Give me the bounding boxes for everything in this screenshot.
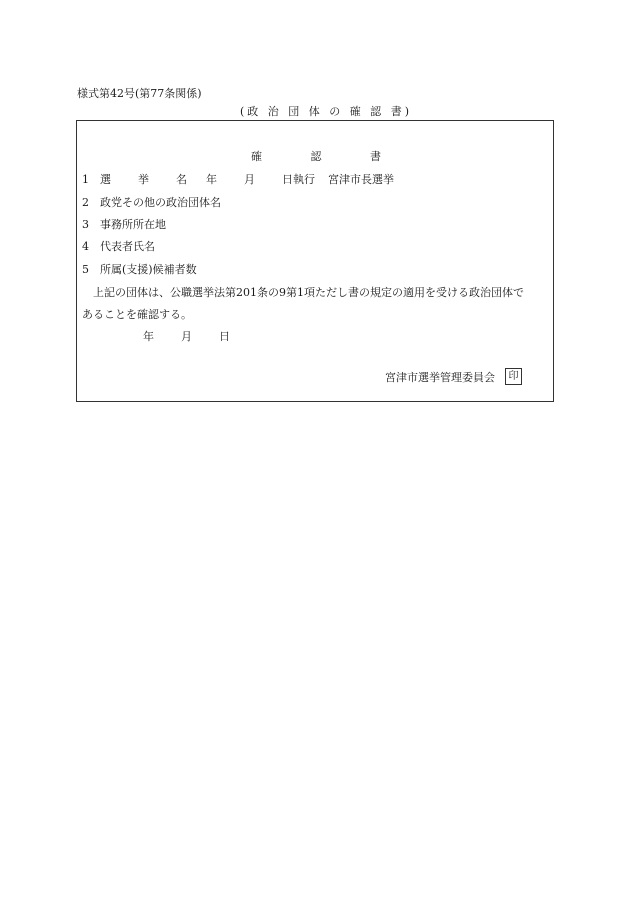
item-office-address	[82, 216, 166, 232]
item-label: 政党その他の政治団体名	[100, 196, 221, 209]
title-char: 確	[251, 150, 262, 163]
item-label: 事務所所在地	[100, 218, 166, 231]
certificate-title	[251, 148, 381, 164]
confirmation-statement	[82, 282, 550, 326]
item-label: 選 挙 名	[100, 173, 195, 186]
seal-mark: 印	[505, 368, 522, 385]
statement-line: あることを確認する。	[82, 308, 192, 321]
item-party-name	[82, 194, 221, 210]
item-candidates-count	[82, 261, 197, 277]
item-representative	[82, 238, 155, 254]
item-number: 2	[82, 196, 89, 209]
month-label: 月	[244, 173, 255, 186]
election-date	[206, 171, 394, 187]
item-number: 4	[82, 240, 89, 253]
item-election-name	[82, 171, 195, 187]
title-char: 書	[370, 150, 381, 163]
form-number: 様式第42号(第77条関係)	[77, 87, 202, 100]
item-label: 代表者氏名	[100, 240, 155, 253]
item-number: 3	[82, 218, 89, 231]
issuer-name: 宮津市選挙管理委員会	[385, 370, 495, 384]
confirmation-date	[143, 328, 230, 344]
month-label: 月	[181, 330, 192, 343]
year-label: 年	[206, 173, 217, 186]
item-number: 5	[82, 263, 89, 276]
year-label: 年	[143, 330, 154, 343]
item-number: 1	[82, 173, 89, 186]
statement-line: 上記の団体は、公職選挙法第201条の9第1項ただし書の規定の適用を受ける政治団体で	[93, 286, 524, 299]
item-label: 所属(支援)候補者数	[100, 263, 197, 276]
day-label: 日	[219, 330, 230, 343]
document-subtitle: (政 治 団 体 の 確 認 書)	[240, 105, 413, 118]
election-name-value: 宮津市長選挙	[328, 173, 394, 186]
issuer	[385, 368, 522, 385]
title-char: 認	[310, 150, 322, 163]
day-exec-label: 日執行	[282, 173, 315, 186]
